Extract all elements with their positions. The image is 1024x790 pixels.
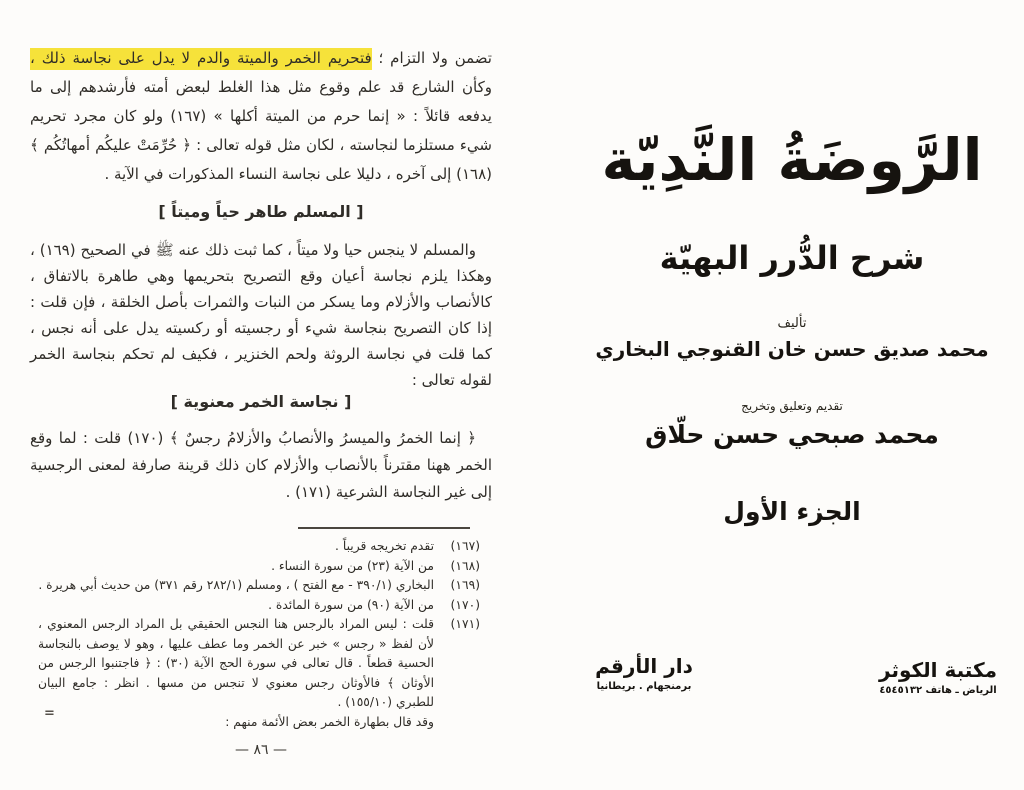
author-name: محمد صديق حسن خان القنوجي البخاري bbox=[595, 337, 989, 361]
footnote-divider bbox=[298, 527, 470, 529]
editor-label: تقديم وتعليق وتخريج bbox=[741, 399, 843, 413]
highlighted-passage: فتحريم الخمر والميتة والدم لا يدل على نجاسة ذلك ، bbox=[30, 48, 372, 70]
publisher-location: الرياض ـ هاتف ٤٥٤٥١٣٢ bbox=[879, 685, 997, 696]
para1-pre: تضمن ولا التزام ؛ bbox=[371, 49, 492, 67]
footnote-number: (١٧١) bbox=[450, 617, 480, 631]
page-number: — ٨٦ — bbox=[235, 742, 287, 758]
footnote-171 bbox=[38, 615, 480, 713]
footnote-number: (١٧٠) bbox=[450, 597, 480, 612]
book-title: الرَّوضَةُ النَّدِيّة bbox=[601, 126, 983, 194]
editor-name: محمد صبحي حسن حلّاق bbox=[645, 420, 939, 449]
footnote-number-spacer bbox=[434, 713, 480, 733]
footnotes-block bbox=[38, 537, 480, 732]
section-heading-muslim-pure: [ المسلم طاهر حياً وميتاً ] bbox=[158, 202, 364, 221]
footnote-continuation-line bbox=[38, 713, 480, 733]
footnote-continuation-text: وقد قال بطهارة الخمر بعض الأئمة منهم : bbox=[225, 714, 434, 729]
paragraph-muslim-pure: والمسلم لا ينجس حيا ولا ميتاً ، كما ثبت ذلك عنه ﷺ في الصحيح (١٦٩) ، وهكذا يلزم نجاسة أعيان وقع التصريح بتحريمها وهي طاهرة بالاتفاق ، كالأنصاب والأزلام وما يسكر من النبات والثمرات بأصل الخلقة ، فإن قلت : إذا كان التصريح بنجاسة شيء أو رجسيته أو ركسيته يدل على أنه نجس ، كما قلت في نجاسة الروثة ولحم الخنزير ، فكيف لم تحكم بنجاسة الخمر لقوله تعالى : bbox=[30, 241, 492, 389]
left-text-page bbox=[30, 0, 492, 790]
footnote-number: (١٦٧) bbox=[450, 539, 480, 553]
publisher-location: برمنجهام . بريطانيا bbox=[596, 681, 692, 692]
footnote-168 bbox=[38, 557, 480, 577]
paragraph-khamr-najasa: ﴿ إنما الخمرُ والميسرُ والأنصابُ والأزلامُ رجسٌ ﴾ (١٧٠) قلت : لما وقع الخمر ههنا مقترناً بالأنصاب والأزلام كان ذلك قرينة صارفة لمعنى الرجسية إلى غير النجاسة الشرعية (١٧١) . bbox=[30, 429, 492, 501]
title-page bbox=[560, 0, 1024, 790]
footnote-number: (١٦٨) bbox=[450, 558, 480, 573]
footnote-text: تقدم تخريجه قريباً . bbox=[335, 539, 434, 553]
footnote-169 bbox=[38, 576, 480, 596]
footnote-number: (١٦٩) bbox=[450, 578, 480, 592]
section-heading-khamr-najasa: [ نجاسة الخمر معنوية ] bbox=[170, 392, 352, 411]
publisher-dar-al-arqam bbox=[582, 654, 706, 692]
footnote-167 bbox=[38, 537, 480, 557]
para1-post: وكأن الشارع قد علم وقوع مثل هذا الغلط لبعض أمته فأرشدهم إلى ما يدفعه قائلاً : « إنما حرم من الميتة أكلها » (١٦٧) ولو كان مجرد تحريم شيء مستلزما لنجاسته ، لكان مثل قوله تعالى : ﴿ حُرِّمَتْ عليكُم أمهاتُكُم ﴾ (١٦٨) إلى آخره ، دليلا على نجاسة النساء المذكورات في الآية . bbox=[30, 78, 492, 183]
publisher-maktabat-al-kawthar bbox=[854, 658, 1022, 696]
publisher-name: دار الأرقم bbox=[595, 654, 693, 678]
footnote-text: البخاري (٣٩٠/١ - مع الفتح ) ، ومسلم (٢٨٢/١ رقم ٣٧١) من حديث أبي هريرة . bbox=[38, 578, 434, 592]
footnote-text: قلت : ليس المراد بالرجس هنا النجس الحقيقي بل المراد الرجس المعنوي ، لأن لفظ « رجس » خبر عن الخمر وما عطف عليها ، وهو لا يوصف بالنجاسة الحسية قطعاً . قال تعالى في سورة الحج الآية (٣٠) : ﴿ فاجتنبوا الرجس من الأوثان ﴾ فالأوثان رجس معنوي لا تنجس من مسها . انظر : جامع البيان للطبري (١٥٥/١٠) . bbox=[38, 617, 434, 709]
volume-label: الجزء الأول bbox=[723, 497, 861, 526]
author-label: تأليف bbox=[777, 316, 807, 331]
footnote-text: من الآية (٢٣) من سورة النساء . bbox=[271, 558, 434, 573]
book-subtitle: شرح الدُّرر البهيّة bbox=[659, 239, 925, 277]
publisher-name: مكتبة الكوثر bbox=[879, 658, 997, 682]
footnote-170 bbox=[38, 596, 480, 616]
paragraph-tahrim bbox=[30, 44, 492, 189]
footnote-continuation-mark: = bbox=[44, 706, 55, 721]
footnote-text: من الآية (٩٠) من سورة المائدة . bbox=[268, 597, 434, 612]
